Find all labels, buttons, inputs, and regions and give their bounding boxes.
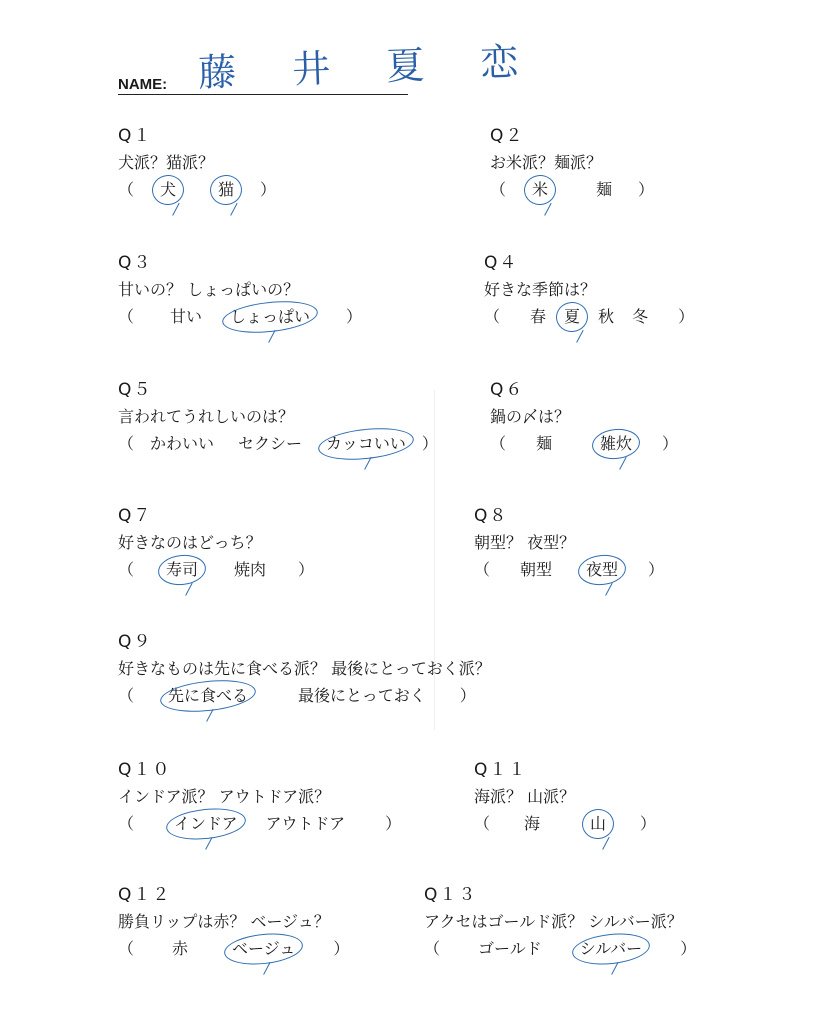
close-paren: ） <box>648 560 665 579</box>
answer-option: 甘い <box>170 307 203 326</box>
answer-choices <box>118 309 362 325</box>
close-paren: ） <box>638 180 655 199</box>
question-text: 朝型？ 夜型？ <box>474 533 576 552</box>
question-5 <box>118 382 438 452</box>
open-paren: （ <box>490 180 507 199</box>
question-1 <box>118 128 276 198</box>
open-paren: （ <box>424 939 441 958</box>
answer-option: 麺 <box>596 180 613 199</box>
close-paren: ） <box>333 939 350 958</box>
answer-option: 焼肉 <box>234 560 267 579</box>
answer-option: カッコいい <box>326 436 406 452</box>
open-paren: （ <box>118 686 135 705</box>
answer-choices <box>484 309 694 325</box>
answer-choices <box>474 816 656 832</box>
question-text: 好きなのはどっち？ <box>118 533 262 552</box>
open-paren: （ <box>118 434 135 453</box>
answer-option: インドア <box>174 816 238 832</box>
question-number: Q１２ <box>118 885 172 905</box>
name-underline <box>118 94 408 95</box>
question-number: Q７ <box>118 506 153 526</box>
answer-option: 夏 <box>564 309 580 325</box>
answer-option: 猫 <box>218 182 234 198</box>
answer-choices <box>490 182 654 198</box>
answer-option: ベージュ <box>232 941 295 957</box>
open-paren: （ <box>118 307 135 326</box>
question-text: 犬派？猫派？ <box>118 153 215 172</box>
question-13 <box>424 887 696 957</box>
question-10 <box>118 762 401 832</box>
question-2 <box>490 128 654 198</box>
open-paren: （ <box>474 814 491 833</box>
question-number: Q２ <box>490 126 525 146</box>
name-label: NAME: <box>118 76 168 93</box>
answer-option: 雑炊 <box>600 436 632 452</box>
question-12 <box>118 887 349 957</box>
answer-choices <box>118 182 276 198</box>
answer-option: 寿司 <box>166 562 198 578</box>
answer-option: 米 <box>532 182 548 198</box>
close-paren: ） <box>680 939 697 958</box>
answer-option: 夜型 <box>586 562 618 578</box>
question-11 <box>474 762 656 832</box>
question-6 <box>490 382 678 452</box>
question-number: Q３ <box>118 253 153 273</box>
open-paren: （ <box>118 180 135 199</box>
question-7 <box>118 508 314 578</box>
answer-option: 最後にとっておく <box>298 686 426 705</box>
question-text: 海派？ 山派？ <box>474 787 576 806</box>
answer-choices <box>424 941 696 957</box>
question-text: お米派？麺派？ <box>490 153 603 172</box>
open-paren: （ <box>118 814 135 833</box>
answer-option: 春 <box>530 307 547 326</box>
close-paren: ） <box>662 434 679 453</box>
answer-option: 赤 <box>172 939 189 958</box>
answer-option: 朝型 <box>520 560 553 579</box>
question-text: 好きな季節は？ <box>484 280 597 299</box>
question-number: Q９ <box>118 632 153 652</box>
open-paren: （ <box>118 560 135 579</box>
answer-choices <box>118 941 349 957</box>
answer-choices <box>474 562 664 578</box>
answer-option: ゴールド <box>478 939 542 958</box>
answer-option: 秋 <box>598 307 615 326</box>
answer-choices <box>490 436 678 452</box>
answer-option: 先に食べる <box>168 688 248 704</box>
question-9 <box>118 634 491 704</box>
close-paren: ） <box>459 686 476 705</box>
question-number: Q１０ <box>118 760 172 780</box>
close-paren: ） <box>298 560 315 579</box>
open-paren: （ <box>474 560 491 579</box>
question-number: Q６ <box>490 380 525 400</box>
answer-option: 犬 <box>160 182 176 198</box>
close-paren: ） <box>678 307 695 326</box>
question-number: Q１ <box>118 126 153 146</box>
question-number: Q８ <box>474 506 509 526</box>
question-number: Q１３ <box>424 885 478 905</box>
answer-option: 麺 <box>536 434 553 453</box>
open-paren: （ <box>490 434 507 453</box>
close-paren: ） <box>421 434 438 453</box>
question-4 <box>484 255 694 325</box>
open-paren: （ <box>118 939 135 958</box>
question-text: アクセはゴールド派？ シルバー派？ <box>424 912 683 931</box>
answer-choices <box>118 816 401 832</box>
answer-option: 冬 <box>632 307 649 326</box>
question-number: Q５ <box>118 380 153 400</box>
question-text: インドア派？ アウトドア派？ <box>118 787 331 806</box>
question-text: 好きなものは先に食べる派？ 最後にとっておく派？ <box>118 659 491 678</box>
handwritten-name: 藤 井 夏 恋 <box>197 39 542 95</box>
question-number: Q４ <box>484 253 519 273</box>
answer-option: シルバー <box>580 941 642 957</box>
question-text: 鍋の〆は？ <box>490 407 571 426</box>
question-8 <box>474 508 664 578</box>
close-paren: ） <box>346 307 363 326</box>
close-paren: ） <box>640 814 657 833</box>
close-paren: ） <box>260 180 277 199</box>
question-number: Q１１ <box>474 760 528 780</box>
question-text: 言われてうれしいのは？ <box>118 407 295 426</box>
answer-choices <box>118 562 314 578</box>
answer-option: かわいい <box>150 434 215 453</box>
question-3 <box>118 255 362 325</box>
answer-option: 山 <box>590 816 606 832</box>
answer-option: 海 <box>524 814 541 833</box>
answer-option: セクシー <box>238 434 303 453</box>
answer-option: アウトドア <box>265 814 346 833</box>
close-paren: ） <box>385 814 402 833</box>
answer-choices <box>118 436 438 452</box>
question-text: 甘いの？ しょっぱいの？ <box>118 280 300 299</box>
answer-choices <box>118 688 491 704</box>
answer-option: しょっぱい <box>230 309 310 325</box>
open-paren: （ <box>484 307 501 326</box>
question-text: 勝負リップは赤？ ベージュ？ <box>118 912 330 931</box>
